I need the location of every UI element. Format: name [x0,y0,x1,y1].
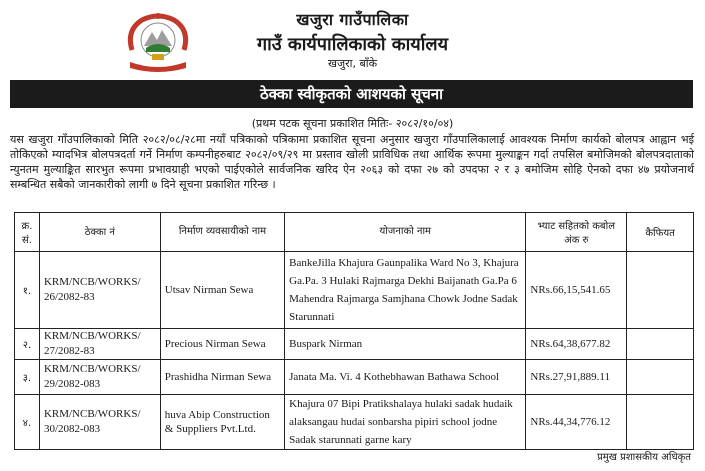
cell-remarks [627,329,694,360]
notice-title-text: ठेक्का स्वीकृतको आशयको सूचना [259,85,443,103]
cell-amount: NRs.64,38,677.82 [526,329,627,360]
signatory: प्रमुख प्रशासकीय अधिकृत [597,452,691,463]
cell-remarks [627,252,694,329]
municipality-name: खजुरा गाउँपालिका [296,10,409,29]
cell-sn: १. [15,252,40,329]
cell-remarks [627,395,694,450]
header-contract: ठेक्का नं [39,213,160,252]
cell-sn: २. [15,329,40,360]
cell-contract: KRM/NCB/WORKS/ 29/2082-083 [39,360,160,395]
cell-amount: NRs.44,34,776.12 [526,395,627,450]
header-builder: निर्माण व्यवसायीको नाम [160,213,284,252]
notice-title [10,80,693,108]
header-sn: क्र. सं. [15,213,40,252]
notice-subtitle: (प्रथम पटक सूचना प्रकाशित मितिः- २०८२/१०/०४) [251,117,454,130]
cell-contract: KRM/NCB/WORKS/ 27/2082-83 [39,329,160,360]
cell-project: BankeJilla Khajura Gaunpalika Ward No 3, Khajura Ga.Pa. 3 Hulaki Rajmarga Dekhi Baijanath Ga.Pa 6 Mahendra Rajmarga Samjhana Chowk Jodne Sadak Starunnati [285,252,526,329]
table-row [15,252,694,329]
table-row [15,360,694,395]
table-row [15,329,694,360]
cell-remarks [627,360,694,395]
cell-builder: huva Abip Construction & Suppliers Pvt.Ltd. [160,395,284,450]
cell-builder: Utsav Nirman Sewa [160,252,284,329]
contract-table [14,212,694,450]
header-remarks: कैफियत [627,213,694,252]
cell-contract: KRM/NCB/WORKS/ 26/2082-83 [39,252,160,329]
cell-contract: KRM/NCB/WORKS/ 30/2082-083 [39,395,160,450]
cell-amount: NRs.66,15,541.65 [526,252,627,329]
cell-builder: Prashidha Nirman Sewa [160,360,284,395]
header-project: योजनाको नाम [285,213,526,252]
cell-amount: NRs.27,91,889.11 [526,360,627,395]
header-amount: भ्याट सहितको कबोल अंक रु [526,213,627,252]
cell-project: Khajura 07 Bipi Pratikshalaya hulaki sadak hudaik alaksangau hudai sonbarsha pipiri school jodne Sadak starunnati garne kary [285,395,526,450]
cell-sn: ३. [15,360,40,395]
cell-builder: Precious Nirman Sewa [160,329,284,360]
table-row [15,395,694,450]
cell-sn: ४. [15,395,40,450]
notice-body: यस खजुरा गाँउपालिकाको मिति २०८२/०८/२८मा नयाँ पत्रिकाको पत्रिकामा प्रकाशित सूचना अनुसार खजुरा गाँउपालिकालाई आवश्यक निर्माण कार्यको बोलपत्र आह्वान भई तोकिएको म्यादभित्र बोलपत्रदर्ता गर्ने निर्माण कम्पनीहरुबाट २०८२/०९/२९ मा प्रस्ताव खोली प्राविधिक तथा आर्थिक रूपमा मुल्याङ्कन गर्दा तपसिल बमोजिमको बोलपत्रदाताको न्युनतम मुल्याङ्कित सारभुत रूपमा प्रभावग्राही भएको पाईएकोले सार्वजनिक खरिद ऐन २०६३ को दफा २७ को उपदफा २ र ३ बमोजिम सोहि ऐनको दफा ४७ प्रयोजनार्थ सम्बन्धित सबैको जानकारीको लागी ७ दिने सूचना प्रकाशित गरिन्छ । [10,133,694,191]
office-name: गाउँ कार्यपालिकाको कार्यालय [256,34,449,55]
cell-project: Janata Ma. Vi. 4 Kothebhawan Bathawa School [285,360,526,395]
office-location: खजुरा, बाँके [327,57,378,70]
cell-project: Buspark Nirman [285,329,526,360]
table-header-row [15,213,694,252]
